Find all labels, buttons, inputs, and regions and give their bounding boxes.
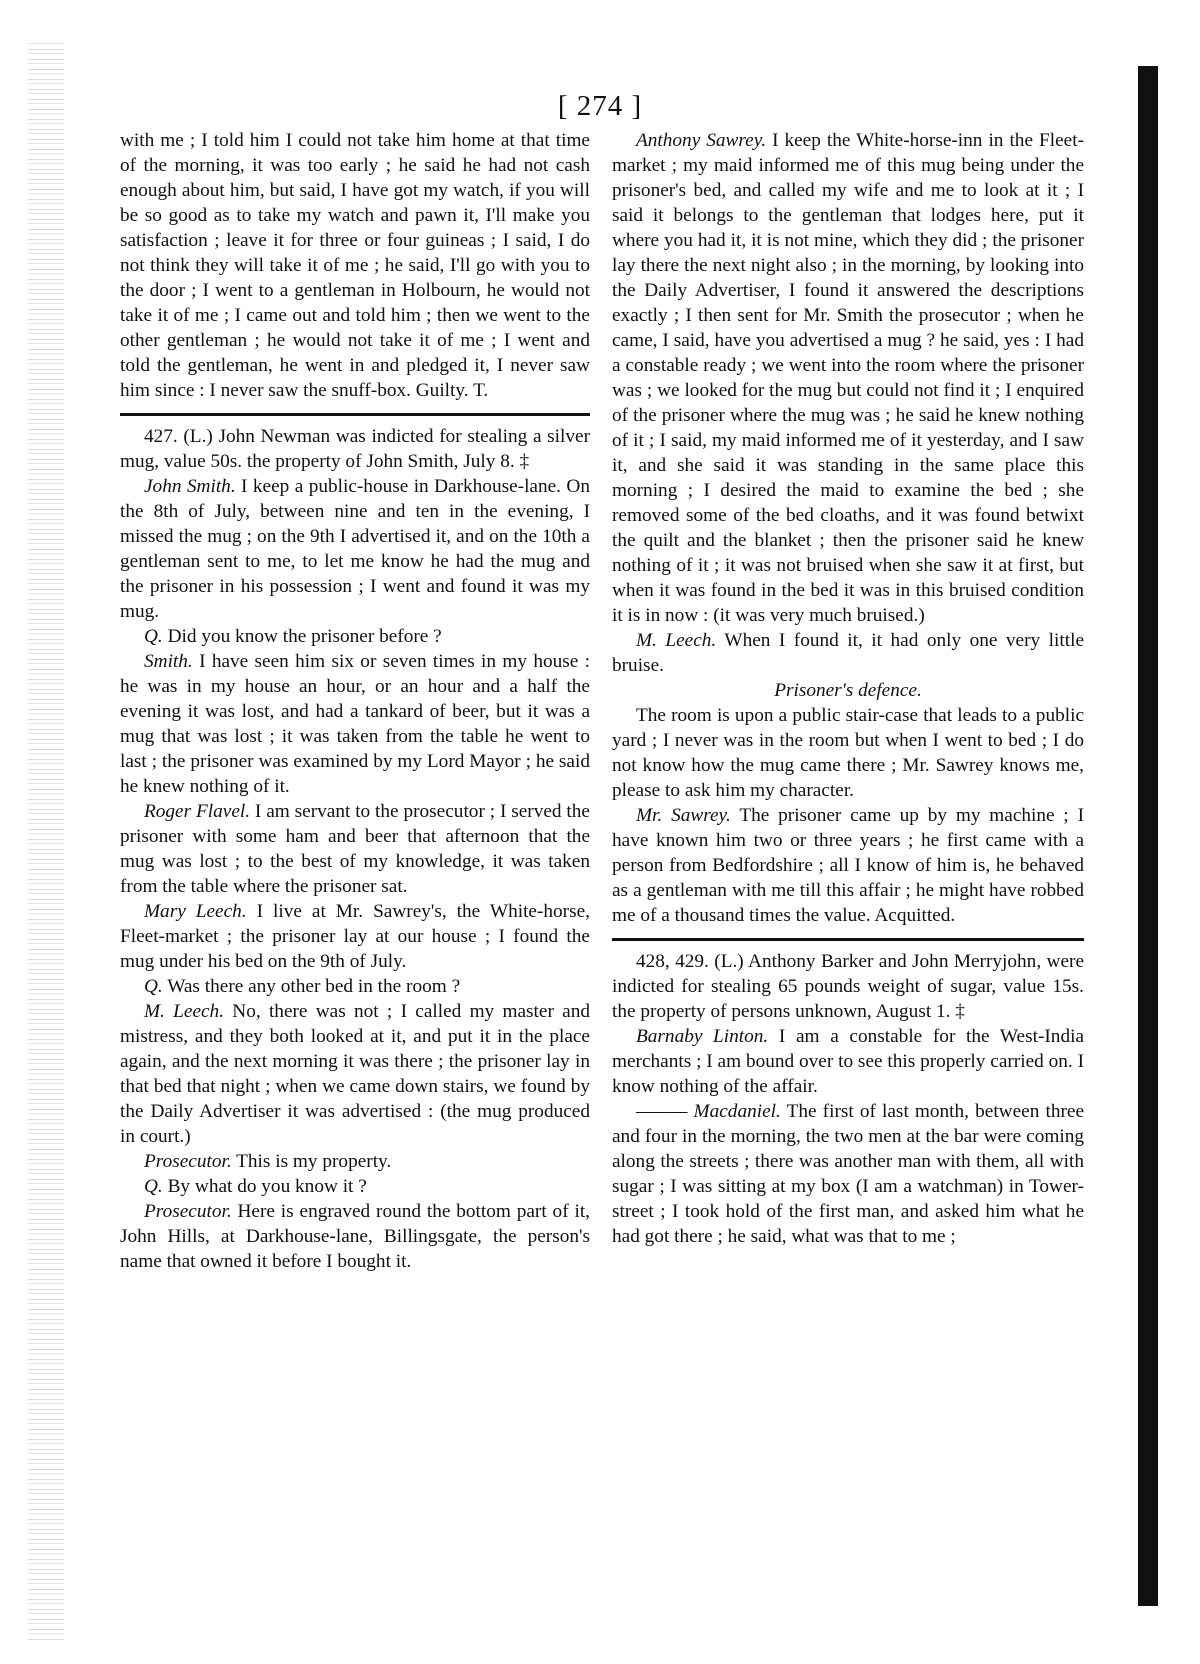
paragraph bbox=[612, 628, 1084, 678]
speaker-name: M. Leech. bbox=[636, 630, 717, 651]
speaker-name: Barnaby Linton. bbox=[636, 1026, 769, 1047]
speaker-name: Mary Leech. bbox=[144, 901, 247, 922]
speaker-name: Q. bbox=[144, 1176, 163, 1197]
paragraph bbox=[120, 899, 590, 974]
paragraph bbox=[120, 974, 590, 999]
paragraph: The room is upon a public stair-case that leads to a public yard ; I never was in the room but when I went to bed ; I do not know how the mug came there ; Mr. Sawrey knows me, please to ask him my character. bbox=[612, 705, 1084, 801]
speaker-name: Smith. bbox=[144, 651, 193, 672]
testimony-text: Was there any other bed in the room ? bbox=[162, 976, 461, 997]
speaker-name: Prosecutor. bbox=[144, 1201, 232, 1222]
paragraph bbox=[120, 1149, 590, 1174]
testimony-text: The prisoner came up by my machine ; I have known him two or three years ; he first came with a person from Bedfordshire ; all I know of him is, he behaved as a gentleman with me till this affair ; he might have robbed me of a thousand times the value. Acquitted. bbox=[612, 805, 1084, 926]
testimony-text: I am servant to the prosecutor ; I served the prisoner with some ham and beer that afternoon that the mug was lost ; to the best of my knowledge, it was taken from the table where the prisoner sat. bbox=[120, 801, 590, 897]
testimony-text: I keep the White-horse-inn in the Fleet-market ; my maid informed me of this mug being under the prisoner's bed, and called my wife and me to look at it ; I said it belongs to the gentleman that lodges here, put it where you had it, it is not mine, which they did ; the prisoner lay there the next night also ; in the morning, by looking into the Daily Advertiser, I found it answered the descriptions exactly ; I then sent for Mr. Smith the prosecutor ; when he came, I said, have you advertised a mug ? he said, yes : I had a constable ready ; we went into the room where the prisoner was ; we looked for the mug but could not find it ; I enquired of the prisoner where the mug was ; he said he knew nothing of it ; I said, my maid informed me of it yesterday, and I saw it, and she said it was standing in the same place this morning ; I desired the maid to examine the bed ; she removed some of the bed cloaths, and it was found betwixt the quilt and the blanket ; then the prisoner said he knew nothing of it ; it was not bruised when she saw it at first, but when it was found in the bed it was in this bruised condition it is in now : (it was very much bruised.) bbox=[612, 130, 1084, 626]
page-number: [ 274 ] bbox=[557, 90, 643, 122]
testimony-text: I live at Mr. Sawrey's, the White-horse, Fleet-market ; the prisoner lay at our house ; I found the mug under his bed on the 9th of July. bbox=[120, 901, 590, 972]
paragraph bbox=[120, 1174, 590, 1199]
paragraph bbox=[120, 799, 590, 899]
speaker-name: M. Leech. bbox=[144, 1001, 225, 1022]
speaker-name: John Smith. bbox=[144, 476, 236, 497]
testimony-text: I am a constable for the West-India merchants ; I am bound over to see this properly carried on. I know nothing of the affair. bbox=[612, 1026, 1085, 1097]
page-edge-bar bbox=[1138, 66, 1158, 1606]
paragraph bbox=[612, 1099, 1084, 1249]
speaker-name: Q. bbox=[144, 976, 163, 997]
testimony-text: I keep a public-house in Darkhouse-lane. On the 8th of July, between nine and ten in the evening, I missed the mug ; on the 9th I advertised it, and on the 10th a gentleman sent to me, to let me know he had the mug and the prisoner in his possession ; I went and found it was my mug. bbox=[120, 476, 590, 622]
paragraph bbox=[612, 128, 1084, 628]
testimony-text: Here is engraved round the bottom part of it, John Hills, at Darkhouse-lane, Billingsgate, the person's name that owned it before I bought it. bbox=[120, 1201, 590, 1272]
speaker-name: Anthony Sawrey. bbox=[636, 130, 767, 151]
paragraph bbox=[120, 649, 590, 799]
testimony-text: Did you know the prisoner before ? bbox=[162, 626, 442, 647]
section-rule bbox=[120, 413, 590, 416]
speaker-name: Prosecutor. bbox=[144, 1151, 232, 1172]
speaker-name: Q. bbox=[144, 626, 163, 647]
paragraph bbox=[120, 624, 590, 649]
right-column bbox=[612, 128, 1084, 1249]
paragraph: with me ; I told him I could not take him home at that time of the morning, it was too early ; he said he had not cash enough about him, but said, I have got my watch, if you will be so good as to take my watch and pawn it, I'll make you satisfaction ; leave it for three or four guineas ; I said, I do not think they will take it of me ; he said, I'll go with you to the door ; I went to a gentleman in Holbourn, he would not take it of me ; I came out and told him ; then we went to the other gentleman ; he would not take it of me ; I went and told the gentleman, he went in and pledged it, I never saw him since : I never saw the snuff-box. Guilty. T. bbox=[120, 130, 590, 401]
book-spine-shadow bbox=[28, 40, 64, 1640]
paragraph bbox=[120, 474, 590, 624]
speaker-name: Mr. Sawrey. bbox=[636, 805, 731, 826]
testimony-text: The first of last month, between three and four in the morning, the two men at the bar were coming along the streets ; there was another man with them, all with sugar ; I was sitting at my box (I am a watchman) in Tower-street ; I took hold of the first man, and asked him what he had got there ; he said, what was that to me ; bbox=[612, 1101, 1084, 1247]
paragraph bbox=[612, 803, 1084, 928]
paragraph: 427. (L.) John Newman was indicted for stealing a silver mug, value 50s. the property of John Smith, July 8. ‡ bbox=[120, 426, 590, 472]
testimony-text: I have seen him six or seven times in my house : he was in my house an hour, or an hour and a half the evening it was lost, and had a tankard of beer, but it was a mug that was lost ; it was taken from the table he went to last ; the prisoner was examined by my Lord Mayor ; he said he knew nothing of it. bbox=[120, 651, 590, 797]
left-column bbox=[120, 128, 590, 1274]
testimony-text: By what do you know it ? bbox=[162, 1176, 367, 1197]
section-heading: Prisoner's defence. bbox=[774, 680, 922, 701]
paragraph: 428, 429. (L.) Anthony Barker and John Merryjohn, were indicted for stealing 65 pounds weight of sugar, value 15s. the property of persons unknown, August 1. ‡ bbox=[612, 951, 1084, 1022]
paragraph bbox=[120, 999, 590, 1149]
speaker-name: Roger Flavel. bbox=[144, 801, 251, 822]
testimony-text: No, there was not ; I called my master and mistress, and they both looked at it, and put it in the place again, and the next morning it was there ; the prisoner lay in that bed that night ; when we came down stairs, we found by the Daily Advertiser it was advertised : (the mug produced in court.) bbox=[120, 1001, 590, 1147]
testimony-text: This is my property. bbox=[231, 1151, 392, 1172]
paragraph bbox=[612, 1024, 1084, 1099]
paragraph bbox=[120, 1199, 590, 1274]
speaker-name: ——— Macdaniel. bbox=[636, 1101, 781, 1122]
testimony-text: When I found it, it had only one very little bruise. bbox=[612, 630, 1085, 676]
section-rule bbox=[612, 938, 1084, 941]
